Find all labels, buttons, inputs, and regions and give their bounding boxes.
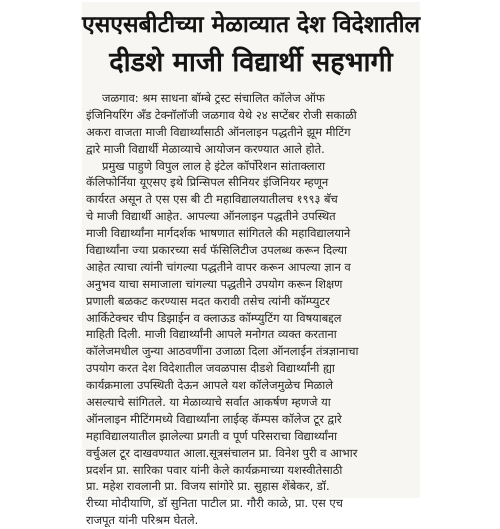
article-line: रीच्या मोदीयाणि, डॉ सुनिता पाटील प्रा. गौरी काळे, प्रा. एस एच [86,496,343,511]
article-line: प्रणाली बळकट करण्यास मदत करावी तसेच त्यांनी कॉम्प्युटर [86,293,330,308]
article-line: वर्चुअल टूर दाखवण्यात आला.सूत्रसंचालन प्रा. विनेश पुरी व आभार [86,445,358,460]
article-line: माहिती दिली. माजी विद्यार्थ्यांनी आपले मनोगत व्यक्त करताना [86,327,337,342]
article-line: प्रा. महेश रावलानी प्रा. विजय सांगोरे प्रा. सुहास शेंबेकर, डॉ. [86,479,330,494]
article-line: प्रमुख पाहुणे विपुल लाल हे इंटेल कॉर्पोरेशन सांताक्लारा [102,158,326,173]
article-line: अकरा वाजता माजी विद्यार्थ्यांसाठी ऑनलाइन पद्धतीने झूम मीटिंग [86,124,351,139]
article-line: कॉलेजमधील जुन्या आठवणींना उजाळा दिला ऑनलाईन तंत्रज्ञानाचा [86,344,359,359]
article-line: कार्यरत असून ते एस एस बी टी महाविद्यालयातीलच १९९३ बॅच [86,192,338,207]
article-line: कॅलिफोर्निया यूएसए इथे प्रिन्सिपल सीनियर इंजिनियर म्हणून [86,175,329,190]
headline-line-2: दीडशे माजी विद्यार्थी सहभागी [109,47,393,78]
article-line: महाविद्यालयातील झालेल्या प्रगती व पूर्ण परिसराचा विद्यार्थ्यांना [86,428,338,443]
headline-line-1: एसएसबीटीच्या मेळाव्यात देश विदेशातील [82,12,421,38]
article-line: चे माजी विद्यार्थी आहेत. आपल्या ऑनलाइन पद्धतीने उपस्थित [86,209,336,224]
article-line: अनुभव याचा समाजाला चांगल्या पद्धतीने उपयोग करून शिक्षण [86,276,343,291]
article-line: प्रदर्शन प्रा. सारिका पवार यांनी केले कार्यक्रमाच्या यशस्वीतेसाठी [86,462,343,477]
article-line: कार्यक्रमाला उपस्थिती देऊन आपले यश कॉलेजमुळेच मिळाले [86,378,333,393]
article-line: राजपूत यांनी परिश्रम घेतले. [86,513,199,528]
article-line: जळगाव: श्रम साधना बॉम्बे ट्रस्ट संचालित कॉलेज ऑफ [102,91,325,105]
article-line: ऑनलाइन मीटिंगमध्ये विद्यार्थ्यांना लाईव्ह कॅम्पस कॉलेज टूर द्वारे [86,411,342,426]
article-line: आहेत त्याचा त्यांनी चांगल्या पद्धतीने वापर करून आपल्या ज्ञान व [86,259,351,274]
article-line: माजी विद्यार्थ्यांना मार्गदर्शक भाषणात सांगितले की महाविद्यालयाने [86,226,351,241]
article-line: द्वारे माजी विद्यार्थी मेळाव्याचे आयोजन करण्यात आले होते. [86,141,325,156]
article-body [86,90,416,528]
article-line: उपयोग करत देश विदेशातील जवळपास दीडशे विद्यार्थ्यांनी ह्या [86,361,335,376]
article-line: इंजिनियरिंग अँड टेक्नॉलॉजी जळगाव येथे २४ सप्टेंबर रोजी सकाळी [86,107,357,122]
article-line: असल्याचे सांगितले. या मेळाव्याचे सर्वात आकर्षण म्हणजे या [86,395,331,410]
article-line: विद्यार्थ्यांना ज्या प्रकारच्या सर्व फॅसिलिटीज उपलब्ध करून दिल्या [86,243,347,258]
article-line: आर्किटेक्चर चीप डिझाईन व क्लाऊड कॉम्प्युटिंग या विषयाबद्दल [86,310,342,325]
